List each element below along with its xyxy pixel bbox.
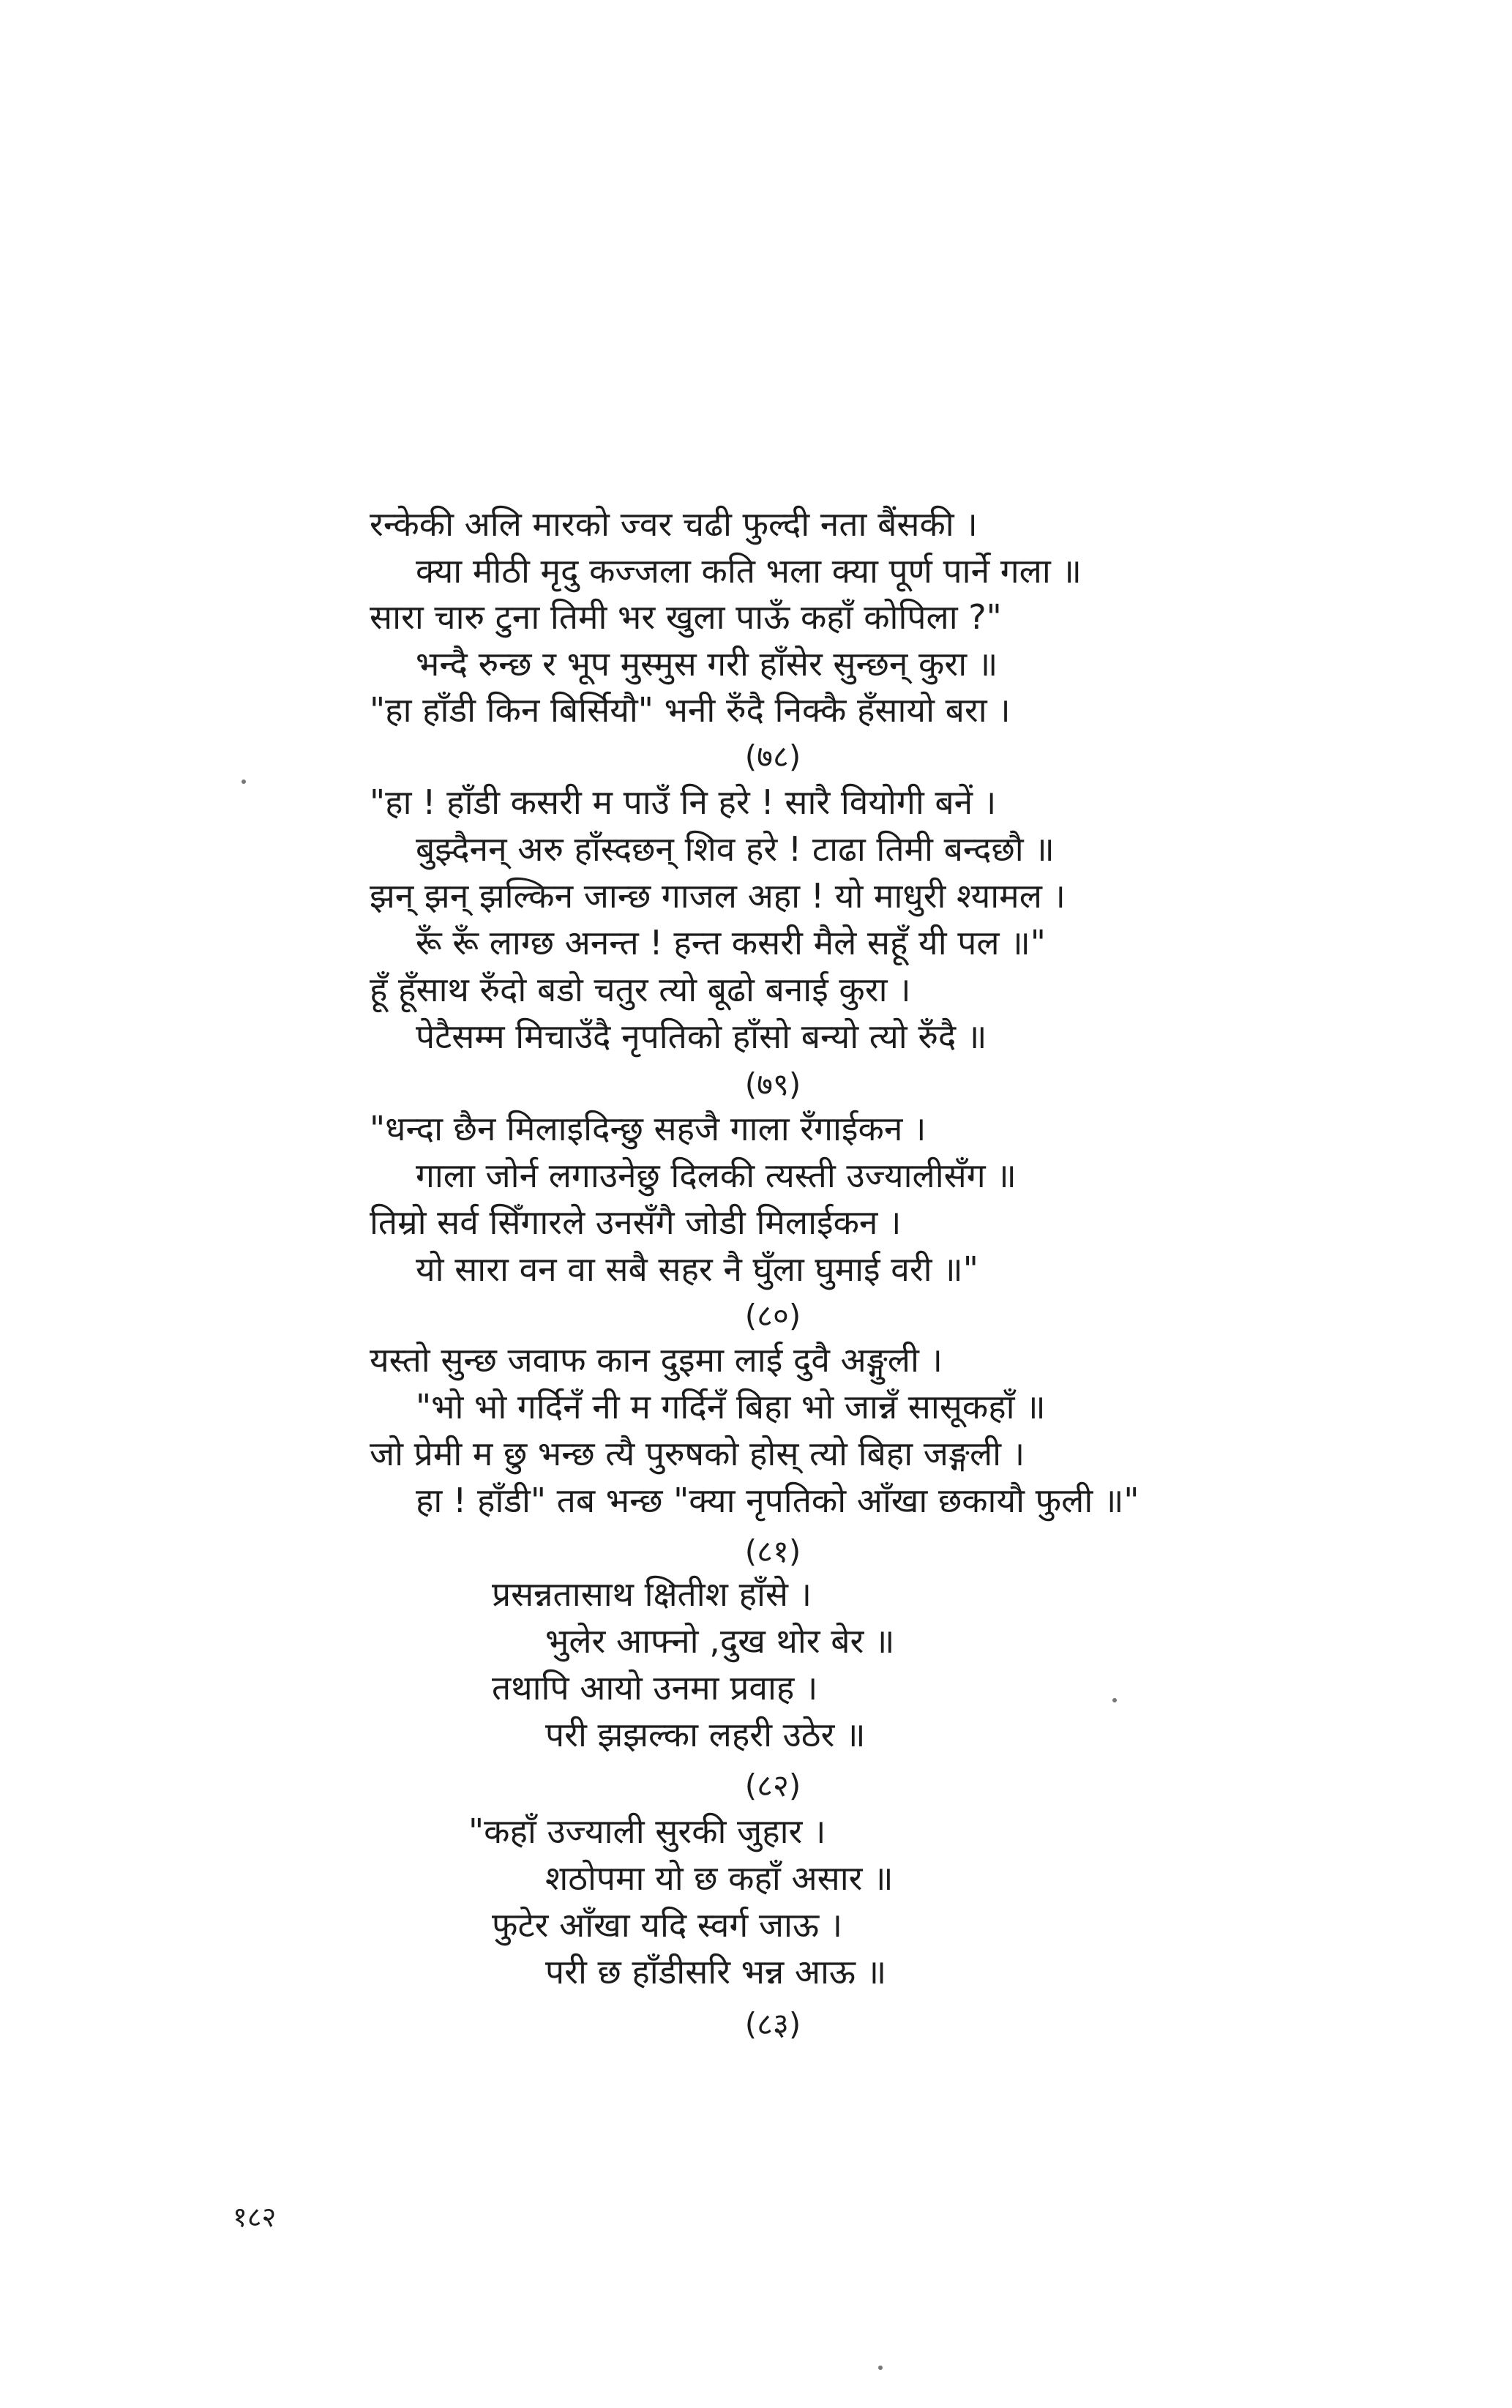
verse-line: परी छ हाँडीसरि भन्न आऊ ॥ [545,1952,887,1992]
verse-line: "हा ! हाँडी कसरी म पाउँ नि हरे ! सारै वियोगी बनें । [370,782,997,822]
verse-line: प्रसन्नतासाथ क्षितीश हाँसे । [492,1574,812,1614]
scan-speck [1112,1698,1117,1702]
verse-number: (७८) [744,739,801,774]
verse-number: (८१) [744,1533,801,1569]
verse-line: जो प्रेमी म छु भन्छ त्यै पुरुषको होस् त्यो बिहा जङ्गली । [370,1434,1025,1473]
verse-line: क्या मीठी मृदु कज्जला कति भला क्या पूर्ण पार्ने गला ॥ [416,551,1082,591]
verse-line: पेटैसम्म मिचाउँदै नृपतिको हाँसो बन्यो त्यो रुँदै ॥ [416,1017,987,1056]
verse-line: बुझ्दैनन् अरु हाँस्दछन् शिव हरे ! टाढा तिमी बन्दछौ ॥ [416,829,1055,869]
verse-line: तिम्रो सर्व सिँगारले उनसँगै जोडी मिलाईकन । [370,1203,902,1242]
verse-line: रन्केकी अलि मारको ज्वर चढी फुल्दी नता बैंसकी । [370,504,978,544]
verse-line: "कहाँ उज्याली सुरकी जुहार । [468,1811,826,1851]
verse-number: (७९) [744,1066,801,1102]
verse-line: यस्तो सुन्छ जवाफ कान दुइमा लाई दुवै अङ्गुली । [370,1340,943,1380]
verse-line: यो सारा वन वा सबै सहर नै घुँला घुमाई वरी ॥" [416,1249,978,1289]
verse-line: हूँ हूँसाथ रुँदो बडो चतुर त्यो बूढो बनाई कुरा । [370,970,911,1009]
verse-line: "भो भो गर्दिनँ नी म गर्दिनँ बिहा भो जान्नँ सासूकहाँ ॥ [416,1387,1046,1427]
verse-line: भन्दै रुन्छ र भूप मुस्मुस गरी हाँसेर सुन्छन् कुरा ॥ [416,644,998,684]
verse-number: (८०) [744,1298,801,1334]
verse-line: हा ! हाँडी" तब भन्छ "क्या नृपतिको आँखा छकायौ फुली ॥" [416,1481,1139,1520]
verse-line: "धन्दा छैन मिलाइदिन्छु सहजै गाला रँगाईकन । [370,1109,927,1148]
verse-line: "हा हाँडी किन बिर्सियौ" भनी रुँदै निक्कै हँसायो बरा । [370,690,1011,730]
verse-number: (८२) [744,1768,801,1803]
verse-line: रूँ रूँ लाग्छ अनन्त ! हन्त कसरी मैले सहूँ यी पल ॥" [416,923,1046,962]
verse-line: सारा चारु टुना तिमी भर खुला पाऊँ कहाँ कोपिला ?" [370,597,1002,637]
verse-number: (८३) [744,2006,801,2042]
verse-line: फुटेर आँखा यदि स्वर्ग जाऊ । [492,1905,843,1945]
scan-speck [878,2366,883,2370]
verse-line: झन् झन् झल्किन जान्छ गाजल अहा ! यो माधुरी श्यामल । [370,876,1066,916]
scan-speck [242,779,246,784]
page-number: १८२ [233,2201,277,2233]
verse-line: गाला जोर्न लगाउनेछु दिलकी त्यस्ती उज्यालीसँग ॥ [416,1156,1017,1195]
verse-line: भुलेर आफ्नो ,दुख थोर बेर ॥ [545,1621,895,1661]
verse-line: शठोपमा यो छ कहाँ असार ॥ [545,1858,894,1898]
verse-line: परी झझल्का लहरी उठेर ॥ [545,1715,866,1754]
verse-line: तथापि आयो उनमा प्रवाह । [492,1668,818,1708]
